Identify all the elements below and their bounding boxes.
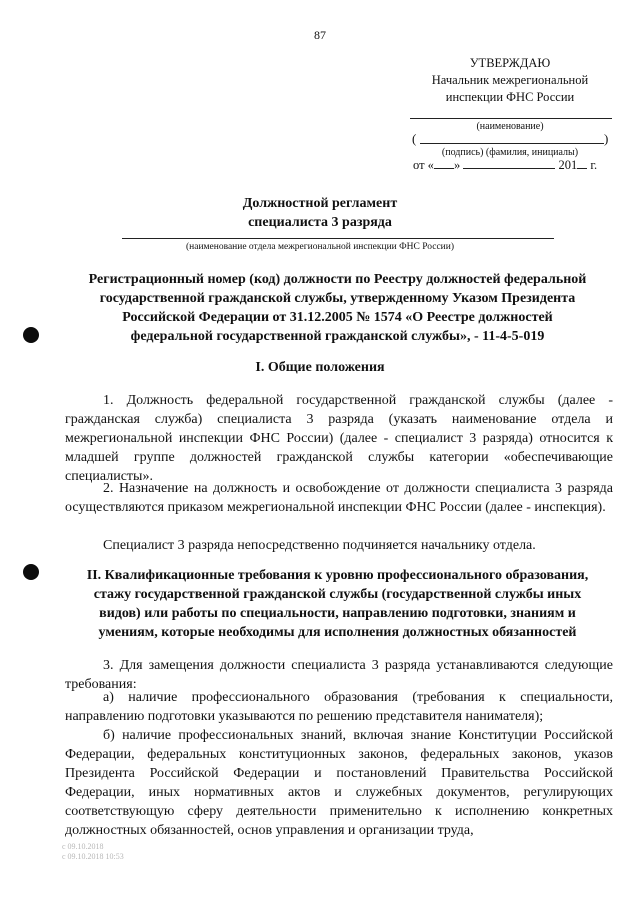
- approval-date: [413, 158, 597, 173]
- date-prefix: от «: [413, 158, 434, 172]
- footer-mark: [62, 842, 124, 862]
- registration-line3: Российской Федерации от 31.12.2005 № 1574 «О Реестре должностей: [122, 310, 553, 325]
- approval-heading: УТВЕРЖДАЮ: [469, 56, 551, 70]
- approval-block: [405, 55, 615, 106]
- date-suffix: г.: [590, 158, 598, 172]
- signature-caption: (подпись) (фамилия, инициалы): [441, 147, 579, 158]
- doc-title-line2: специалиста 3 разряда: [248, 215, 392, 230]
- section2-heading-line2: стажу государственной гражданской службы (государственной службы иных: [93, 587, 582, 602]
- section1-paragraph3: Специалист 3 разряда непосредственно подчиняется начальнику отдела.: [103, 538, 536, 553]
- registration-line1: Регистрационный номер (код) должности по Реестру должностей федеральной: [88, 272, 587, 287]
- registration-line4: федеральной государственной гражданской службы», - 11-4-5-019: [130, 329, 545, 344]
- section2-paragraph-b: б) наличие профессиональных знаний, включая знание Конституции Российской Федерации, федеральных конституционных законов, федеральных законов, указов Президента Российской Федерации и постановлений Правительства Российской Федерации, иных нормативных актов и служебных документов, регулирующих соответствующую сферу деятельности применительно к исполнению конкретных должностных обязанностей, основ управления и организации труда,: [65, 728, 613, 838]
- dept-caption: (наименование отдела межрегиональной инспекции ФНС России): [185, 242, 455, 252]
- signature-open-paren: (: [412, 131, 417, 146]
- approval-name-caption: (наименование): [476, 121, 544, 132]
- footer-mark-line1: с 09.10.2018: [62, 842, 104, 851]
- section2-paragraph-a: а) наличие профессионального образования (требования к специальности, направлению подготовки указываются по решению представителя нанимателя);: [65, 690, 613, 724]
- punch-hole-mark: [23, 327, 39, 343]
- approval-position-line1: Начальник межрегиональной: [431, 73, 589, 87]
- section1-paragraph1: 1. Должность федеральной государственной гражданской службы (далее - гражданская служба) специалиста 3 разряда (указать наименование отдела и межрегиональной инспекции ФНС России) (далее - специалист 3 разряда) относится к младшей группе должностей гражданской службы категории «обеспечивающие специалисты».: [65, 393, 613, 484]
- approval-name-line: [410, 118, 612, 119]
- section2-heading-line4: умениям, которые необходимы для исполнения должностных обязанностей: [98, 625, 577, 640]
- footer-mark-line2: с 09.10.2018 10:53: [62, 852, 124, 861]
- section1-heading: I. Общие положения: [255, 360, 385, 375]
- section2-heading-line3: видов) или работы по специальности, направлению подготовки, знаниям и: [99, 606, 576, 621]
- date-year: 201: [558, 158, 578, 172]
- registration-line2: государственной гражданской службы, утвержденному Указом Президента: [99, 291, 576, 306]
- punch-hole-mark: [23, 564, 39, 580]
- registration-block: [60, 270, 615, 346]
- section2-paragraph3: 3. Для замещения должности специалиста 3 разряда устанавливаются следующие требования:: [65, 658, 613, 692]
- page-number: 87: [314, 28, 326, 42]
- date-mid: »: [453, 158, 461, 172]
- approval-position-line2: инспекции ФНС России: [445, 90, 575, 104]
- signature-close-paren: ): [604, 131, 609, 146]
- section2-heading-line1: II. Квалификационные требования к уровню профессионального образования,: [86, 568, 589, 583]
- section1-paragraph2: 2. Назначение на должность и освобождение от должности специалиста 3 разряда осуществляются приказом межрегиональной инспекции ФНС России (далее - инспекция).: [65, 481, 613, 515]
- dept-name-line: [122, 238, 554, 239]
- signature-line: [420, 143, 604, 144]
- doc-title-line1: Должностной регламент: [242, 196, 398, 211]
- section2-heading: [60, 566, 615, 642]
